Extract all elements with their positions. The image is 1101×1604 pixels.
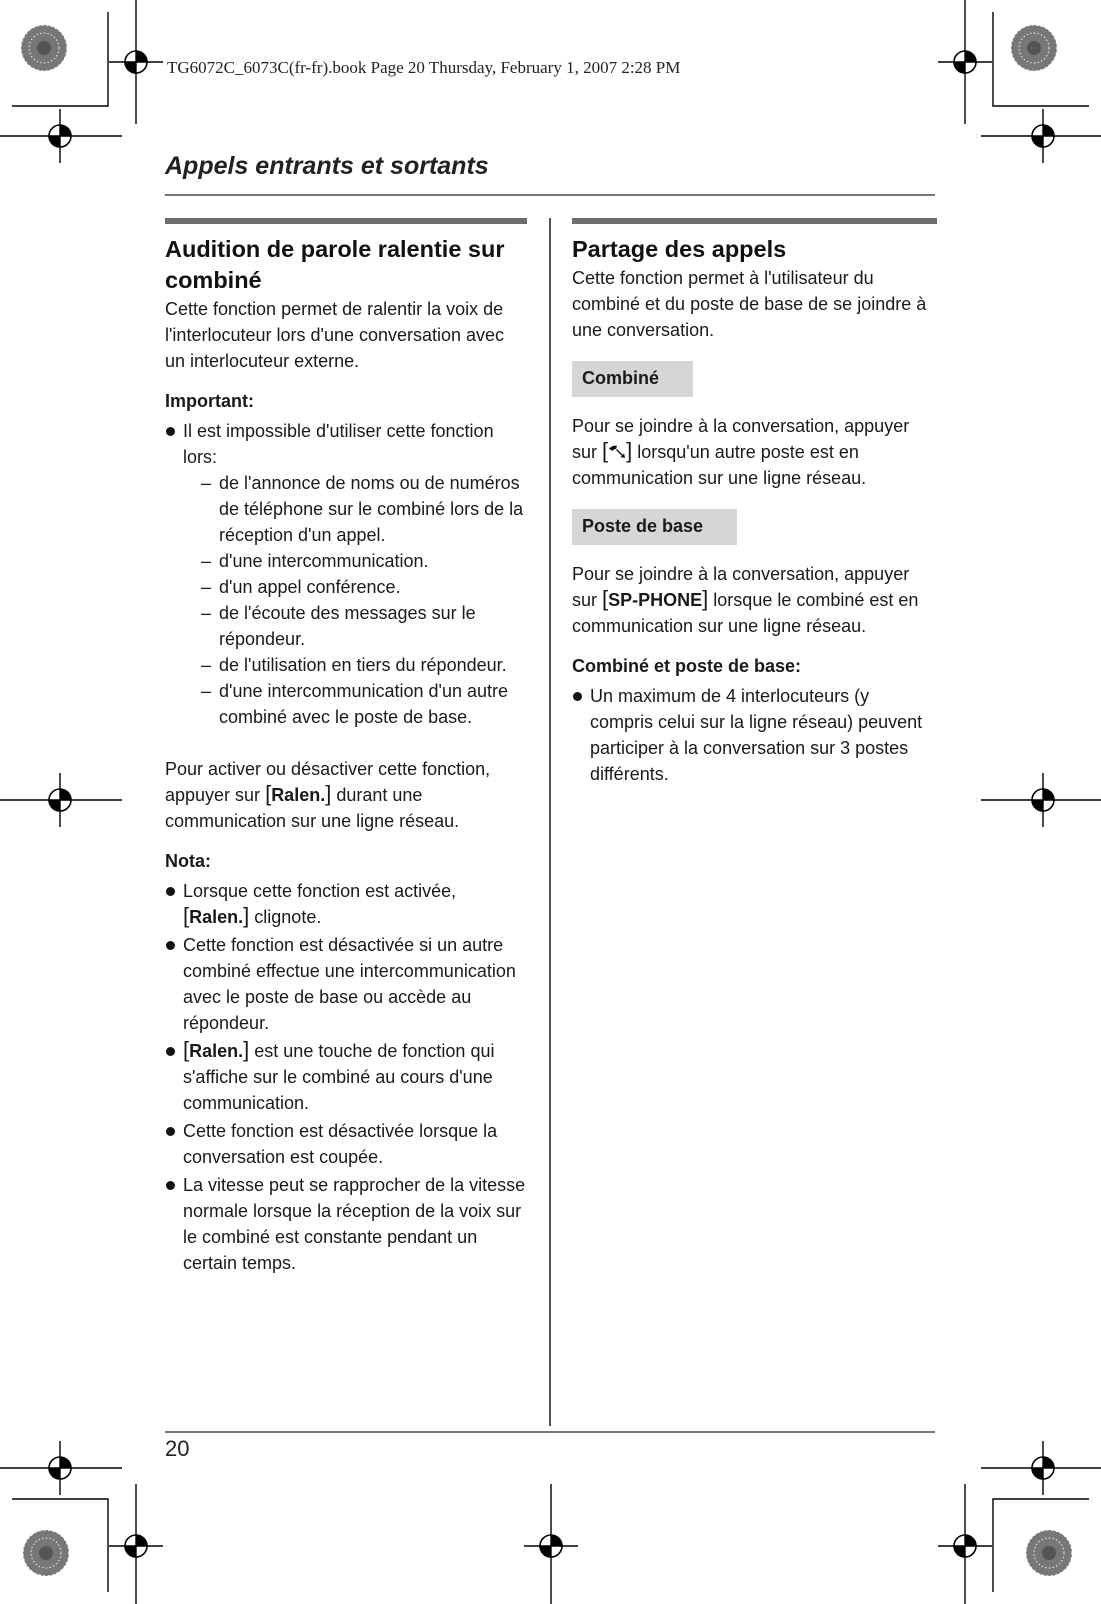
dash-item-text: d'un appel conférence. [219, 577, 401, 597]
important-bullet-text: Il est impossible d'utiliser cette fonction lors: [183, 421, 494, 467]
nota-list [165, 878, 527, 1276]
list-item: Lorsque cette fonction est activée, [Ralen.] clignote. [165, 878, 527, 930]
list-item: Cette fonction est désactivée lorsque la conversation est coupée. [165, 1118, 527, 1170]
dash-item-text: d'une intercommunication d'un autre combiné avec le poste de base. [219, 681, 509, 727]
column-divider [549, 218, 551, 1426]
title-rule [165, 194, 935, 196]
heading-bar [572, 218, 937, 224]
dash-item-text: de l'écoute des messages sur le répondeur. [219, 603, 476, 649]
list-item [165, 418, 527, 730]
print-header: TG6072C_6073C(fr-fr).book Page 20 Thursday, February 1, 2007 2:28 PM [167, 58, 681, 77]
list-item: – d'un appel conférence. [201, 577, 401, 597]
list-item: – d'une intercommunication. [201, 551, 429, 571]
important-list [165, 418, 527, 730]
footer-rule [165, 1431, 935, 1433]
left-column [165, 218, 527, 1278]
left-heading: Audition de parole ralentie sur combiné [165, 236, 505, 293]
tag-handset: Combiné [572, 361, 693, 397]
dash-item-text: d'une intercommunication. [219, 551, 429, 571]
dash-list [183, 470, 527, 730]
list-item: – de l'écoute des messages sur le répondeur. [201, 603, 476, 649]
list-item: La vitesse peut se rapprocher de la vitesse normale lorsque la réception de la voix sur le combiné est constante pendant un certain temps. [165, 1172, 527, 1276]
left-intro: Cette fonction permet de ralentir la voix de l'interlocuteur lors d'une conversation avec un interlocuteur externe. [165, 299, 505, 371]
list-item: [Ralen.] est une touche de fonction qui s'affiche sur le combiné au cours d'une communication. [165, 1038, 527, 1116]
both-list [572, 683, 937, 787]
base-instruction: Pour se joindre à la conversation, appuyer sur [SP-PHONE] lorsque le combiné est en communication sur une ligne réseau. [572, 564, 919, 636]
right-intro: Cette fonction permet à l'utilisateur du combiné et du poste de base de se joindre à une conversation. [572, 268, 927, 340]
both-label: Combiné et poste de base: [572, 656, 802, 676]
list-item: Cette fonction est désactivée si un autre combiné effectue une intercommunication avec le poste de base ou accède au répondeur. [165, 932, 527, 1036]
page-number: 20 [165, 1436, 190, 1461]
ralen-key: [Ralen.] [183, 903, 250, 928]
sp-phone-key: [SP-PHONE] [602, 586, 709, 611]
list-item: – d'une intercommunication d'un autre combiné avec le poste de base. [201, 681, 509, 727]
heading-bar [165, 218, 527, 224]
right-column [572, 218, 937, 789]
nota-label: Nota: [165, 851, 211, 871]
dash-item-text: de l'annonce de noms ou de numéros de téléphone sur le combiné lors de la réception d'un appel. [219, 473, 524, 545]
tag-base: Poste de base [572, 509, 737, 545]
handset-instruction: Pour se joindre à la conversation, appuyer sur [ ] lorsqu'un autre poste est en communication sur une ligne réseau. [572, 416, 910, 488]
right-heading: Partage des appels [572, 236, 787, 262]
important-label: Important: [165, 391, 254, 411]
handset-talk-icon [608, 445, 626, 459]
list-item: – de l'annonce de noms ou de numéros de téléphone sur le combiné lors de la réception d'un appel. [201, 473, 524, 545]
ralen-key: [Ralen.] [265, 781, 332, 806]
list-item: – de l'utilisation en tiers du répondeur. [201, 655, 507, 675]
handset-talk-key: [ ] [602, 438, 633, 463]
list-item: Un maximum de 4 interlocuteurs (y compris celui sur la ligne réseau) peuvent participer à la conversation sur 3 postes différents. [572, 683, 937, 787]
section-title: Appels entrants et sortants [165, 152, 489, 180]
activate-instruction: Pour activer ou désactiver cette fonction, appuyer sur [Ralen.] durant une communication sur une ligne réseau. [165, 759, 491, 831]
ralen-key: [Ralen.] [183, 1037, 250, 1062]
dash-item-text: de l'utilisation en tiers du répondeur. [219, 655, 507, 675]
